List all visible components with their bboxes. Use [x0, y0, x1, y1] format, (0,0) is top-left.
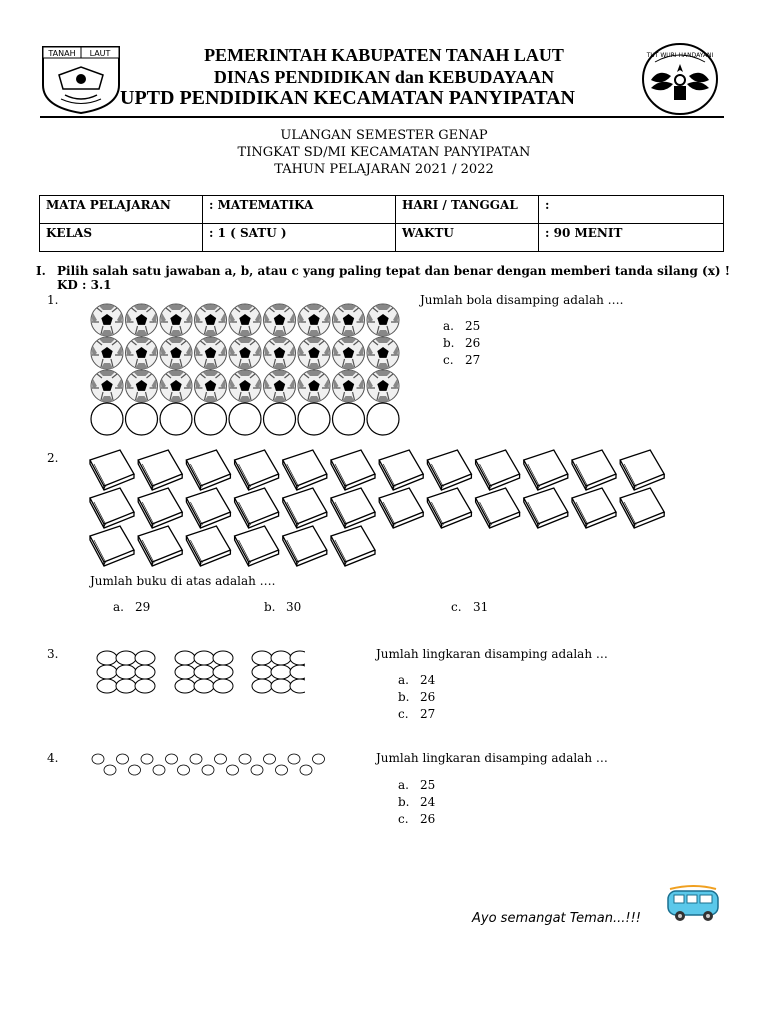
circle: [271, 651, 291, 665]
book: [379, 450, 423, 490]
circle: [117, 754, 129, 764]
circle: [116, 665, 136, 679]
circle: [97, 665, 117, 679]
book: [572, 450, 616, 490]
header-line-2: DINAS PENDIDIKAN dan KEBUDAYAAN: [213, 67, 555, 87]
book: [283, 526, 327, 566]
books-figure: [88, 446, 668, 571]
circle: [97, 679, 117, 693]
circle: [194, 679, 214, 693]
circle: [190, 754, 202, 764]
answer-circle[interactable]: [195, 403, 227, 435]
book: [186, 488, 230, 528]
soccer-ball: [229, 304, 261, 336]
book: [283, 488, 327, 528]
circle: [194, 651, 214, 665]
book: [235, 450, 279, 490]
header-line-3: UPTD PENDIDIKAN KECAMATAN PANYIPATAN: [120, 87, 575, 109]
exam-info-table: [39, 195, 724, 252]
time-value: : 90 MENIT: [539, 224, 724, 252]
book: [476, 450, 520, 490]
circle: [92, 754, 104, 764]
class-value: : 1 ( SATU ): [203, 224, 396, 252]
book: [90, 450, 134, 490]
circle: [135, 665, 155, 679]
book: [186, 526, 230, 566]
circle: [135, 651, 155, 665]
answer-circle[interactable]: [333, 403, 365, 435]
book: [138, 488, 182, 528]
option-a[interactable]: a. 24: [398, 673, 436, 687]
soccer-ball: [298, 337, 330, 369]
circle: [264, 754, 276, 764]
book: [427, 450, 471, 490]
exam-level: TINGKAT SD/MI KECAMATAN PANYIPATAN: [237, 145, 531, 160]
circle: [202, 765, 214, 775]
question-2-number: 2.: [47, 451, 59, 465]
option-a[interactable]: a. 25: [443, 319, 481, 333]
option-c[interactable]: c. 26: [398, 812, 436, 826]
answer-circle[interactable]: [264, 403, 296, 435]
circle: [290, 679, 305, 693]
soccer-ball: [160, 337, 192, 369]
soccer-ball: [333, 370, 365, 402]
book: [331, 488, 375, 528]
question-2-option-b[interactable]: b. 30: [264, 600, 302, 614]
book: [283, 450, 327, 490]
question-3-number: 3.: [47, 647, 59, 661]
answer-circle[interactable]: [91, 403, 123, 435]
circle: [313, 754, 325, 764]
question-3-options: [398, 672, 435, 723]
logo-text-right: LAUT: [89, 49, 111, 58]
soccer-ball: [367, 337, 399, 369]
book: [524, 488, 568, 528]
book: [138, 450, 182, 490]
circle: [227, 765, 239, 775]
exam-year: TAHUN PELAJARAN 2021 / 2022: [274, 162, 494, 177]
soccer-ball: [367, 370, 399, 402]
circle: [129, 765, 141, 775]
circle: [175, 679, 195, 693]
question-4-text: Jumlah lingkaran disamping adalah …: [376, 751, 608, 765]
soccer-ball: [126, 337, 158, 369]
soccer-ball: [195, 370, 227, 402]
book: [90, 526, 134, 566]
soccer-ball: [195, 337, 227, 369]
soccer-ball: [333, 337, 365, 369]
circle: [290, 651, 305, 665]
book: [331, 450, 375, 490]
answer-circle[interactable]: [126, 403, 158, 435]
question-4-number: 4.: [47, 751, 59, 765]
answer-circle[interactable]: [298, 403, 330, 435]
question-1-options: [443, 318, 480, 369]
book: [427, 488, 471, 528]
answer-circle[interactable]: [229, 403, 261, 435]
soccer-ball: [195, 304, 227, 336]
circle: [104, 765, 116, 775]
question-1-text: Jumlah bola disamping adalah ….: [420, 293, 624, 307]
circle: [141, 754, 153, 764]
circle: [194, 665, 214, 679]
circle: [215, 754, 227, 764]
soccer-ball: [91, 304, 123, 336]
soccer-ball: [160, 370, 192, 402]
soccer-ball: [298, 304, 330, 336]
circle: [97, 651, 117, 665]
motto-text: Ayo semangat Teman...!!!: [472, 911, 641, 926]
option-b[interactable]: b. 26: [443, 336, 481, 350]
book: [235, 526, 279, 566]
circle: [116, 651, 136, 665]
circle: [213, 679, 233, 693]
option-c[interactable]: c. 27: [443, 353, 481, 367]
book: [186, 450, 230, 490]
book: [90, 488, 134, 528]
soccer-ball: [298, 370, 330, 402]
bus-icon: [664, 885, 724, 925]
subject-label: MATA PELAJARAN: [40, 196, 203, 224]
date-value: :: [539, 196, 724, 224]
zigzag-circles-figure: [90, 752, 335, 784]
time-label: WAKTU: [396, 224, 539, 252]
soccer-ball: [333, 304, 365, 336]
circle: [300, 765, 312, 775]
book: [331, 526, 375, 566]
circle: [116, 679, 136, 693]
circle: [175, 651, 195, 665]
section-number: I.: [36, 264, 46, 278]
soccer-ball: [264, 337, 296, 369]
book: [476, 488, 520, 528]
class-label: KELAS: [40, 224, 203, 252]
circle: [271, 679, 291, 693]
question-4-options: [398, 777, 435, 828]
header-line-1: PEMERINTAH KABUPATEN TANAH LAUT: [204, 45, 564, 65]
answer-circle[interactable]: [367, 403, 399, 435]
circle: [252, 651, 272, 665]
book: [620, 450, 664, 490]
soccer-ball: [91, 370, 123, 402]
circle-groups-figure: [95, 649, 305, 697]
circle: [153, 765, 165, 775]
soccer-ball: [126, 370, 158, 402]
question-1-number: 1.: [47, 293, 59, 307]
question-2-text: Jumlah buku di atas adalah ….: [90, 574, 276, 588]
option-b[interactable]: b. 26: [398, 690, 436, 704]
soccer-ball: [264, 304, 296, 336]
subject-value: : MATEMATIKA: [203, 196, 396, 224]
header-divider: [40, 116, 724, 118]
option-c[interactable]: c. 27: [398, 707, 436, 721]
book: [524, 450, 568, 490]
soccer-ball: [229, 370, 261, 402]
circle: [135, 679, 155, 693]
answer-circle[interactable]: [160, 403, 192, 435]
book: [138, 526, 182, 566]
option-b[interactable]: b. 24: [398, 795, 436, 809]
circle: [276, 765, 288, 775]
book: [572, 488, 616, 528]
book: [620, 488, 664, 528]
question-3-text: Jumlah lingkaran disamping adalah …: [376, 647, 608, 661]
book: [235, 488, 279, 528]
question-2-option-c[interactable]: c. 31: [451, 600, 489, 614]
circle: [239, 754, 251, 764]
soccer-ball: [367, 304, 399, 336]
circle: [252, 665, 272, 679]
circle: [288, 754, 300, 764]
circle: [271, 665, 291, 679]
circle: [175, 665, 195, 679]
table-row: [40, 224, 724, 252]
circle: [213, 651, 233, 665]
circle: [213, 665, 233, 679]
option-a[interactable]: a. 25: [398, 778, 436, 792]
circle: [178, 765, 190, 775]
circle: [166, 754, 178, 764]
question-2-option-a[interactable]: a. 29: [113, 600, 151, 614]
exam-title: ULANGAN SEMESTER GENAP: [280, 128, 488, 143]
tut-wuri-handayani-logo: [641, 42, 719, 116]
table-row: [40, 196, 724, 224]
circle: [290, 665, 305, 679]
soccer-ball: [229, 337, 261, 369]
section-instruction: Pilih salah satu jawaban a, b, atau c yang paling tepat dan benar dengan memberi tanda silang (x) !: [57, 264, 730, 278]
logo-text-left: TANAH: [48, 49, 76, 58]
kd-code: KD : 3.1: [57, 278, 112, 292]
circle: [251, 765, 263, 775]
book: [379, 488, 423, 528]
soccer-ball: [91, 337, 123, 369]
soccer-ball: [264, 370, 296, 402]
circle: [252, 679, 272, 693]
soccer-ball: [160, 304, 192, 336]
date-label: HARI / TANGGAL: [396, 196, 539, 224]
soccer-ball: [126, 304, 158, 336]
logo-motto: TUT WURI HANDAYANI: [646, 52, 714, 59]
soccer-balls-figure: [88, 302, 413, 437]
